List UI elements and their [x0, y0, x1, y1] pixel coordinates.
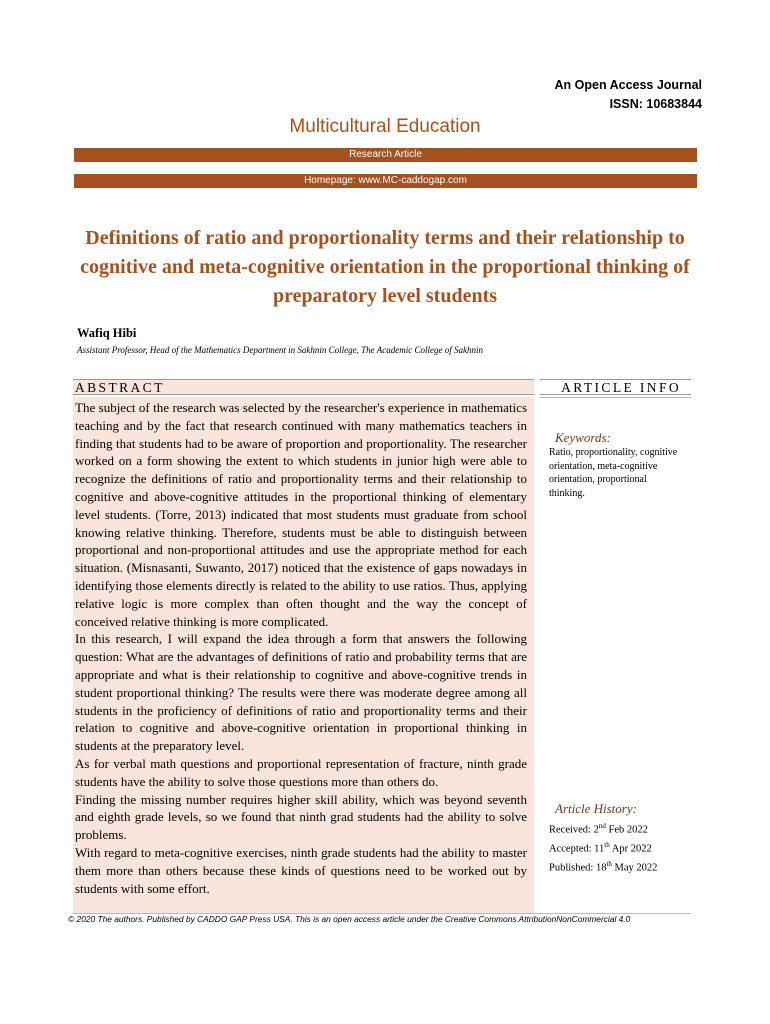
issn: ISSN: 10683844	[609, 97, 702, 111]
abstract-body	[73, 397, 534, 913]
copyright-notice: © 2020 The authors. Published by CADDO GAP Press USA. This is an open access article under the Creative Commons AttributionNonCommercial 4.0	[68, 914, 631, 924]
accepted-date: Accepted: 11th Apr 2022	[549, 841, 652, 855]
article-history-label: Article History:	[555, 801, 637, 816]
abstract-paragraph: In this research, I will expand the idea through a form that answers the following question: What are the advantages of definitions of ratio and probability terms that are appropriate and what is their relationship to cognitive and above-cognitive trends in student proportional thinking? The results were there was moderate degree among all students in the proficiency of definitions of ratio and proportionality terms and their relation to cognitive and above-cognitive orientation in proportional thinking in students at the preparatory level.	[75, 631, 527, 754]
received-date: Received: 2nd Feb 2022	[549, 822, 648, 836]
author-name: Wafiq Hibi	[77, 326, 137, 340]
keywords-label: Keywords:	[555, 430, 611, 445]
article-history	[549, 819, 657, 876]
abstract-heading: ABSTRACT	[73, 379, 534, 395]
abstract-paragraph: The subject of the research was selected by the researcher's experience in mathematics teaching and by the fact that research continued with many mathematics teachers in finding that students had to be aware of proportion and proportionality. The researcher worked on a form showing the extent to which students in junior high were able to recognize the definitions of ratio and proportionality terms and their relationship to cognitive and above-cognitive attitudes in the proportional thinking of elementary level students. (Torre, 2013) indicated that most students must graduate from school knowing relative thinking. Therefore, students must be able to distinguish between proportional and non-proportional attitudes and use the appropriate method for each situation. (Misnasanti, Suwanto, 2017) noticed that the existence of gaps nowadays in identifying those elements directly is related to the ability to use ratios. Thus, applying relative logic is more complex than often thought and the way the concept of conceived relative thinking is more complicated.	[75, 400, 527, 629]
published-date: Published: 18th May 2022	[549, 860, 658, 874]
homepage-link[interactable]: Homepage: www.MC-caddogap.com	[74, 174, 697, 188]
abstract-paragraph: As for verbal math questions and proportional representation of fracture, ninth grade students have the ability to solve those questions more than others do.	[75, 755, 527, 789]
paper-title: Definitions of ratio and proportionality terms and their relationship to cognitive and meta-cognitive orientation in the proportional thinking of preparatory level students	[80, 227, 690, 307]
journal-type: An Open Access Journal	[554, 78, 702, 92]
abstract-paragraph: Finding the missing number requires higher skill ability, which was beyond seventh and eighth grade levels, so we found that ninth grad students had the ability to solve problems.	[75, 791, 527, 843]
abstract-paragraph: With regard to meta-cognitive exercises, ninth grade students had the ability to master them more than others because these kinds of questions need to be worked out by students with some effort.	[75, 844, 527, 896]
journal-name: Multicultural Education	[289, 116, 481, 137]
article-type-band: Research Article	[74, 148, 697, 162]
article-info-heading: ARTICLE INFO	[540, 379, 691, 395]
journal-meta	[555, 76, 703, 114]
keywords-text: Ratio, proportionality, cognitive orientation, meta-cognitive orientation, proportional thinking.	[549, 447, 678, 499]
author-affiliation: Assistant Professor, Head of the Mathematics Department in Sakhnin College, The Academic College of Sakhnin	[77, 345, 483, 355]
